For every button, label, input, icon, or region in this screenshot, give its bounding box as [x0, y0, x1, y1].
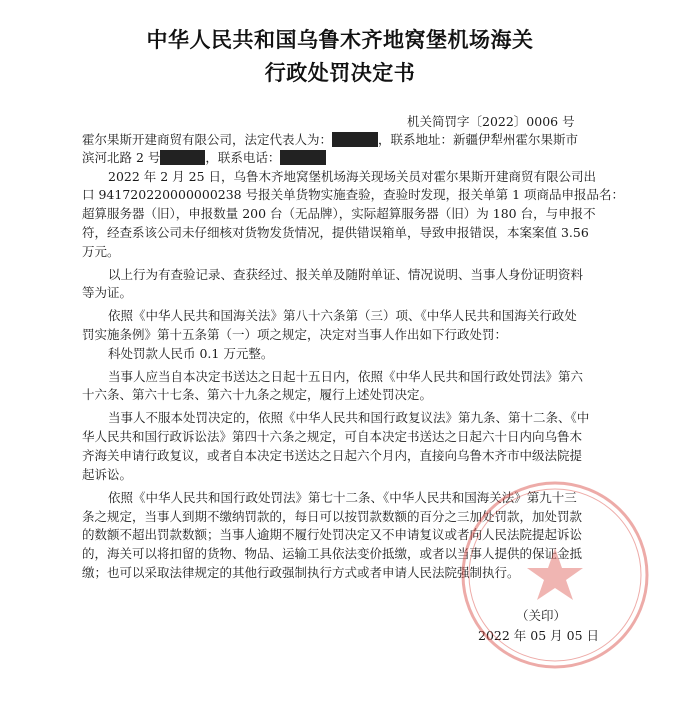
- body-line-text: 十六条、第六十七条、第六十九条之规定，履行上述处罚决定。: [82, 387, 433, 402]
- body-line-text: 口 941720220000000238 号报关单货物实施查验，查验时发现，报关单第 1 项商品申报品名：: [82, 187, 624, 202]
- body-line-text: 超算服务器（旧），申报数量 200 台（无品牌），实际超算服务器（旧）为 180 台，与申报不: [82, 206, 596, 221]
- body-line-text: 齐海关申请行政复议，或者自本决定书送达之日起六个月内，直接向乌鲁木齐市中级法院提: [82, 448, 583, 463]
- body-line-text: 起诉讼。: [82, 467, 133, 482]
- signature-date: 2022 年 05 月 05 日: [478, 628, 599, 643]
- body-line-text: 滨河北路 2 号: [82, 150, 161, 165]
- body-line: [82, 564, 520, 581]
- body-line-text: 当事人不服本处罚决定的，依照《中华人民共和国行政复议法》第九条、第十二条、《中: [108, 410, 590, 425]
- body-line-text: 依照《中华人民共和国海关法》第八十六条第（三）项、《中华人民共和国海关行政处: [108, 308, 577, 323]
- body-line: [82, 526, 582, 543]
- body-line: [108, 266, 583, 283]
- body-line-text: 的数额不超出罚款数额；当事人逾期不履行处罚决定又不申请复议或者向人民法院提起诉讼: [82, 527, 583, 542]
- redaction-block: [332, 132, 378, 147]
- body-line-text: 缴；也可以采取法律规定的其他行政强制执行方式或者申请人民法院强制执行。: [82, 565, 520, 580]
- body-line: [108, 307, 577, 324]
- body-line-text: 以上行为有查验记录、查获经过、报关单及随附单证、情况说明、当事人身份证明资料: [108, 267, 584, 282]
- body-line: [82, 386, 432, 403]
- body-line-text: 2022 年 2 月 25 日，乌鲁木齐地窝堡机场海关现场关员对霍尔果斯开建商贸有限公司出: [108, 169, 597, 184]
- body-line: [82, 508, 582, 525]
- body-line-text: 万元。: [82, 244, 120, 259]
- body-line-text: ，联系地址：新疆伊犁州霍尔果斯市: [378, 132, 579, 147]
- body-line-text: 罚实施条例》第十五条第（一）项之规定，决定对当事人作出如下行政处罚：: [82, 327, 508, 342]
- seal-label: （关印）: [516, 608, 567, 623]
- body-line: [82, 545, 582, 562]
- redaction-block: [160, 150, 205, 165]
- body-line: [108, 489, 577, 506]
- document-number: 机关简罚字〔2022〕0006 号: [407, 114, 575, 129]
- body-line-text: ，联系电话：: [205, 150, 281, 165]
- body-line: [82, 447, 582, 464]
- body-line: [82, 149, 326, 166]
- body-line: [108, 368, 583, 385]
- body-line: [82, 243, 120, 260]
- body-line: [82, 205, 596, 222]
- body-line-text: 的，海关可以将扣留的货物、物品、运输工具依法变价抵缴，或者以当事人提供的保证金抵: [82, 546, 583, 561]
- body-line-text: 依照《中华人民共和国行政处罚法》第七十二条、《中华人民共和国海关法》第九十三: [108, 490, 577, 505]
- body-line-text: 符，经查系该公司未仔细核对货物发货情况，提供错误箱单，导致申报错误，本案案值 3.56: [82, 225, 589, 240]
- body-line-text: 霍尔果斯开建商贸有限公司，法定代表人为：: [82, 132, 333, 147]
- document-title-line2: 行政处罚决定书: [264, 61, 416, 85]
- body-line: [82, 466, 132, 483]
- body-line: [82, 326, 507, 343]
- body-line-text: 华人民共和国行政诉讼法》第四十六条之规定，可自本决定书送达之日起六十日内向乌鲁木: [82, 429, 583, 444]
- body-line-text: 科处罚款人民币 0.1 万元整。: [108, 346, 274, 361]
- body-line: [82, 131, 578, 148]
- body-line-text: 当事人应当自本决定书送达之日起十五日内，依照《中华人民共和国行政处罚法》第六: [108, 369, 584, 384]
- body-line: [108, 409, 589, 426]
- document-title-line1: 中华人民共和国乌鲁木齐地窝堡机场海关: [146, 28, 534, 52]
- body-line: [108, 168, 596, 185]
- redaction-block: [280, 150, 326, 165]
- body-line-text: 条之规定，当事人到期不缴纳罚款的，每日可以按罚款数额的百分之三加处罚款，加处罚款: [82, 509, 583, 524]
- body-line: [82, 284, 132, 301]
- body-line: [82, 428, 582, 445]
- body-line: [108, 345, 273, 362]
- body-line: [82, 224, 589, 241]
- body-line: [82, 186, 624, 203]
- body-line-text: 等为证。: [82, 285, 133, 300]
